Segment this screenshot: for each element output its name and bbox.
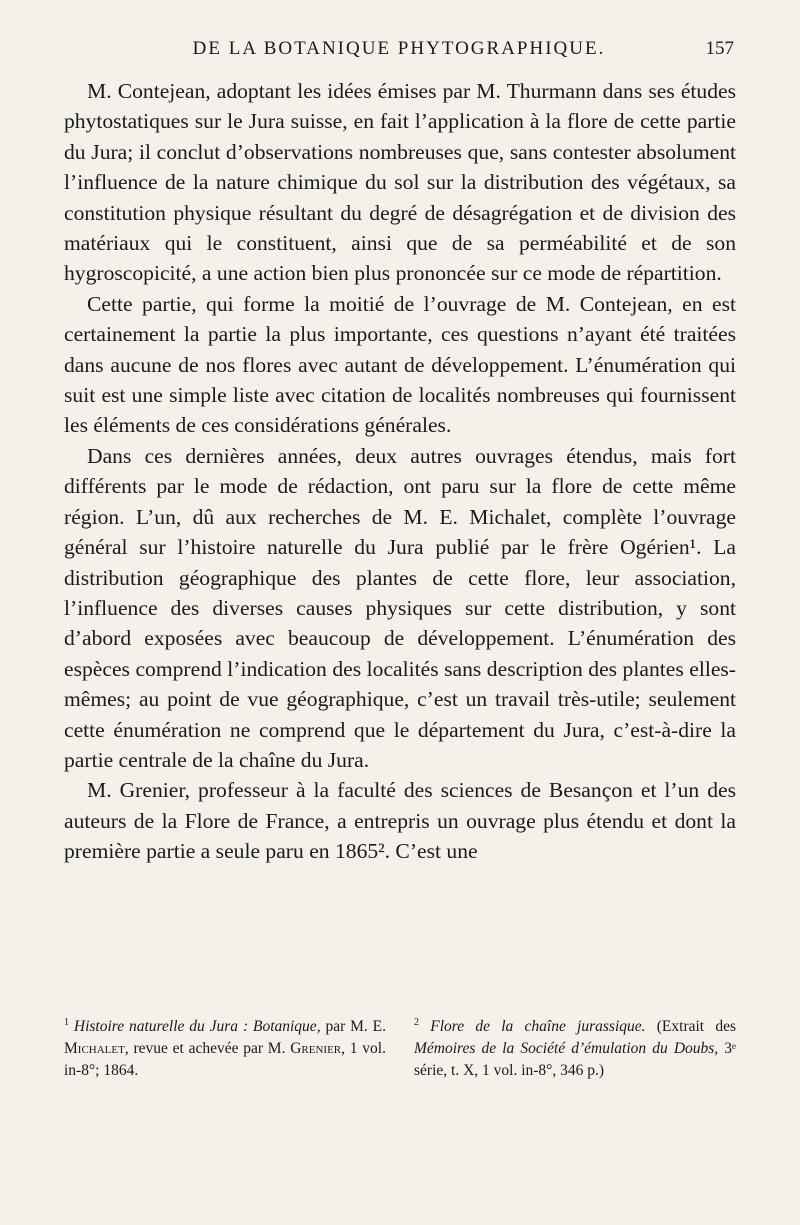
paragraph: Cette partie, qui forme la moitié de l’ouvrage de M. Contejean, en est certainement la partie la plus importante, ces questions n’ayant été traitées dans aucune de nos flores avec autant de développement. L’énumération qui suit est une simple liste avec citation de localités nombreuses qui fournissent les éléments de ces considérations générales. [64, 291, 736, 438]
running-title: DE LA BOTANIQUE PHYTOGRAPHIQUE. [192, 38, 606, 59]
page-number: 157 [705, 38, 734, 59]
footnote-marker: 2 [414, 1017, 419, 1028]
footnote-text: , 1 vol. in-8°; 1864. [64, 1040, 386, 1080]
running-header [64, 38, 734, 64]
paragraph: M. Contejean, adoptant les idées émises par M. Thurmann dans ses études phytostatiques sur le Jura suisse, en fait l’application à la flore de cette partie du Jura; il conclut d’observations nombreuses que, sans contester absolument l’influence de la nature chimique du sol sur la distribution des végétaux, sa constitution physique résultant du degré de désagrégation et de division des matériaux qui le constituent, ainsi que de sa perméabilité et de son hygroscopicité, a une action bien plus prononcée sur ce mode de répartition. [64, 79, 736, 286]
footnote-author: Michalet [64, 1040, 125, 1058]
footnote-text: , revue et achevée par M. [124, 1040, 291, 1058]
footnote-1 [64, 1012, 386, 1082]
footnote-text: par M. E. [320, 1018, 387, 1036]
footnotes [64, 1012, 736, 1082]
footnote-text: 3ᵉ série, t. X, 1 vol. in-8°, 346 p.) [414, 1040, 736, 1080]
footnote-marker: 1 [64, 1017, 69, 1028]
paragraph: Dans ces dernières années, deux autres ouvrages étendus, mais fort différents par le mode de rédaction, ont paru sur la flore de cette même région. L’un, dû aux recherches de M. E. Michalet, complète l’ouvrage général sur l’histoire naturelle du Jura publié par le frère Ogérien¹. La distribution géographique des plantes de cette flore, leur association, l’influence des diverses causes physiques sur cette distribution, y sont d’abord exposées avec beaucoup de développement. L’énumération des espèces comprend l’indication des localités sans description des plantes elles-mêmes; au point de vue géographique, c’est un travail très-utile; seulement cette énumération ne comprend que le département du Jura, c’est-à-dire la partie centrale de la chaîne du Jura. [64, 443, 736, 772]
footnote-editor: Grenier [290, 1040, 342, 1058]
paragraph: M. Grenier, professeur à la faculté des sciences de Besançon et l’un des auteurs de la Flore de France, a entrepris un ouvrage plus étendu et dont la première partie a seule paru en 1865². C’est une [64, 778, 736, 864]
footnote-text: (Extrait des [645, 1018, 737, 1036]
footnote-title: Histoire naturelle du Jura : Botanique, [73, 1018, 321, 1036]
footnote-2 [414, 1012, 736, 1082]
footnote-series-title: Mémoires de la Société d’émulation du Doubs, [414, 1040, 719, 1058]
footnote-title: Flore de la chaîne jurassique. [430, 1018, 646, 1036]
main-text [64, 76, 736, 867]
